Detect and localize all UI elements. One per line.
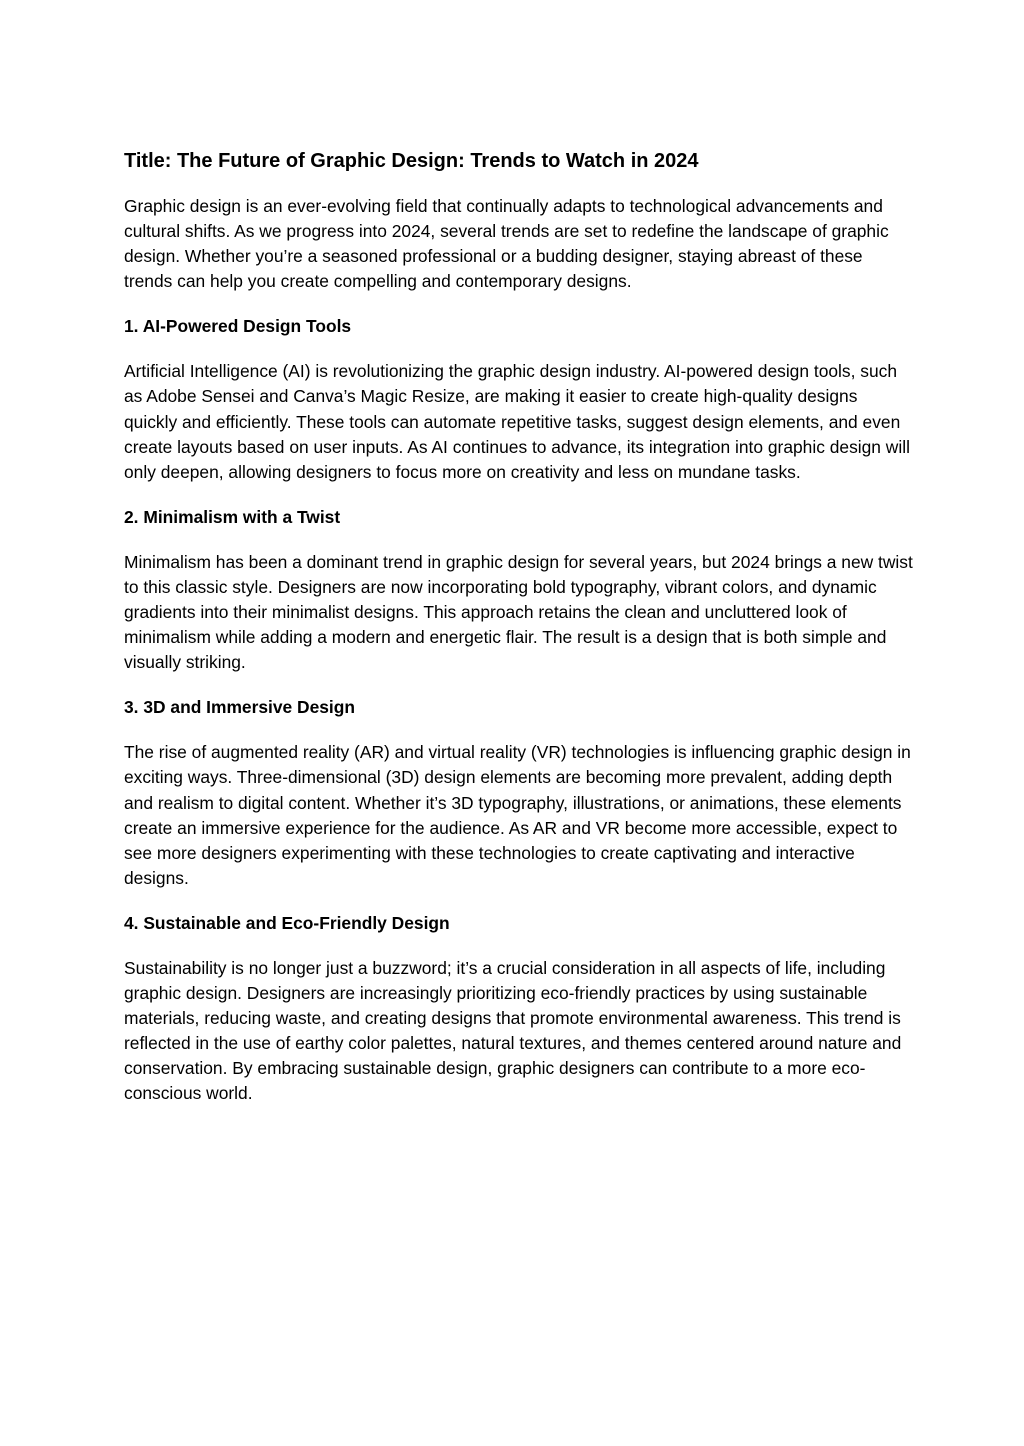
document-title: Title: The Future of Graphic Design: Trends to Watch in 2024 <box>124 150 699 172</box>
section-2 <box>124 505 914 675</box>
intro-paragraph: Graphic design is an ever-evolving field that continually adapts to technological advancements and cultural shifts. As we progress into 2024, several trends are set to redefine the landscape of graphic design. Whether you’re a seasoned professional or a budding designer, staying abreast of these trends can help you create compelling and contemporary designs. <box>124 196 889 292</box>
document-page <box>124 148 914 1126</box>
section-paragraph: Artificial Intelligence (AI) is revolutionizing the graphic design industry. AI-powered design tools, such as Adobe Sensei and Canva’s Magic Resize, are making it easier to create high-quality designs quickly and efficiently. These tools can automate repetitive tasks, suggest design elements, and even create layouts based on user inputs. As AI continues to advance, its integration into graphic design will only deepen, allowing designers to focus more on creativity and less on mundane tasks. <box>124 361 910 482</box>
section-3 <box>124 695 914 891</box>
section-heading: 2. Minimalism with a Twist <box>124 506 341 527</box>
section-heading: 3. 3D and Immersive Design <box>124 697 356 718</box>
section-heading: 1. AI-Powered Design Tools <box>124 316 352 337</box>
section-paragraph: Minimalism has been a dominant trend in graphic design for several years, but 2024 brings a new twist to this classic style. Designers are now incorporating bold typography, vibrant colors, and dynamic gradients into their minimalist designs. This approach retains the clean and uncluttered look of minimalism while adding a modern and energetic flair. The result is a design that is both simple and visually striking. <box>124 551 913 673</box>
section-1 <box>124 314 914 484</box>
section-paragraph: Sustainability is no longer just a buzzword; it’s a crucial consideration in all aspects of life, including graphic design. Designers are increasingly prioritizing eco-friendly practices by using sustainable materials, reducing waste, and creating designs that promote environmental awareness. This trend is reflected in the use of earthy color palettes, natural textures, and themes centered around nature and conservation. By embracing sustainable design, graphic designers can contribute to a more eco-conscious world. <box>124 957 902 1104</box>
section-heading: 4. Sustainable and Eco-Friendly Design <box>124 912 450 933</box>
section-4 <box>124 911 914 1107</box>
section-paragraph: The rise of augmented reality (AR) and virtual reality (VR) technologies is influencing graphic design in exciting ways. Three-dimensional (3D) design elements are becoming more prevalent, adding depth and realism to digital content. Whether it’s 3D typography, illustrations, or animations, these elements create an immersive experience for the audience. As AR and VR become more accessible, expect to see more designers experimenting with these technologies to create captivating and interactive designs. <box>124 742 911 888</box>
